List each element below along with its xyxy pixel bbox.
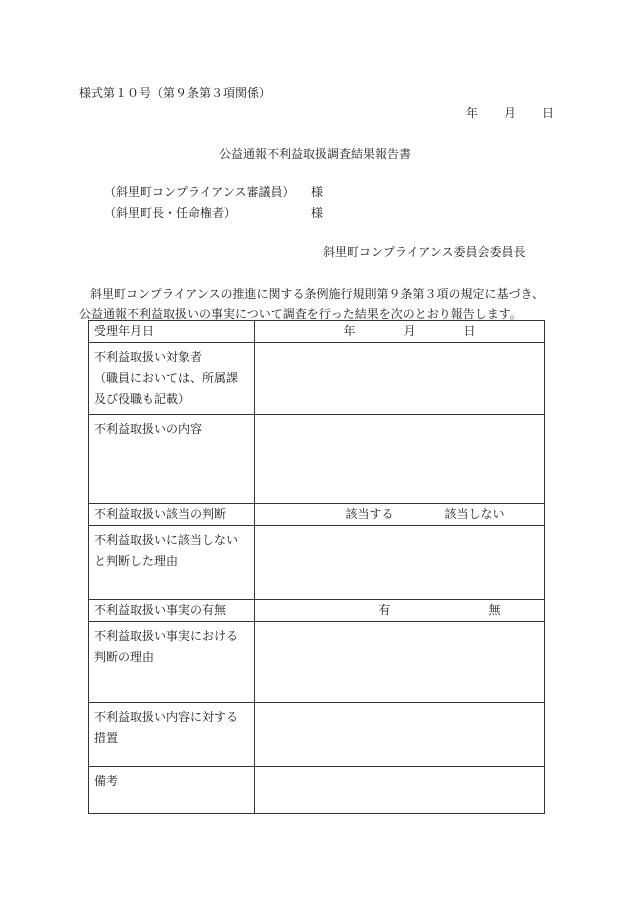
judgement-option-no[interactable]: 該当しない (444, 507, 505, 521)
remarks-value[interactable] (255, 767, 545, 814)
measures-label (89, 703, 255, 767)
table-row-not-applicable-reason (89, 526, 545, 600)
received-date-label: 受理年月日 (89, 321, 255, 343)
body-text-line-2: 公益通報不利益取扱いの事実について調査を行った結果を次のとおり報告します。 (79, 307, 522, 321)
fact-reason-value[interactable] (255, 622, 545, 703)
received-date-value[interactable] (255, 321, 545, 343)
judgement-options (255, 504, 545, 526)
not-applicable-reason-label-line-1: 不利益取扱いに該当しない (94, 533, 239, 547)
body-text-line-1: 斜里町コンプライアンスの推進に関する条例施行規則第９条第３項の規定に基づき、 (90, 287, 544, 301)
addressee-honorific-1: 様 (311, 185, 324, 199)
document-title: 公益通報不利益取扱調査結果報告書 (218, 147, 411, 161)
addressee-honorific-2: 様 (311, 206, 324, 220)
measures-value[interactable] (255, 703, 545, 767)
table-row-fact-reason (89, 622, 545, 703)
form-reference: 様式第１０号（第９条第３項関係） (79, 86, 272, 100)
report-date (466, 107, 554, 119)
target-label-line-2: （職員においては、所属課 (94, 371, 239, 385)
fact-reason-label (89, 622, 255, 703)
fact-reason-label-line-1: 不利益取扱い事実における (94, 629, 239, 643)
fact-options (255, 600, 545, 622)
content-value[interactable] (255, 415, 545, 504)
addressee-name-2: （斜里町長・任命権者） (104, 206, 237, 220)
content-label: 不利益取扱いの内容 (89, 415, 255, 504)
table-row-judgement (89, 504, 545, 526)
fact-reason-label-line-2: 判断の理由 (94, 650, 155, 664)
report-table (88, 320, 545, 814)
table-row-fact (89, 600, 545, 622)
target-label-line-3: 及び役職も記載） (94, 392, 191, 406)
fact-label: 不利益取扱い事実の有無 (89, 600, 255, 622)
measures-label-line-1: 不利益取扱い内容に対する (94, 710, 239, 724)
received-month: 月 (403, 324, 416, 338)
not-applicable-reason-label (89, 526, 255, 600)
sender: 斜里町コンプライアンス委員会委員長 (323, 245, 526, 259)
fact-option-no[interactable]: 無 (488, 603, 501, 617)
target-value[interactable] (255, 343, 545, 415)
table-row-target (89, 343, 545, 415)
date-day: 日 (542, 106, 555, 120)
judgement-label: 不利益取扱い該当の判断 (89, 504, 255, 526)
target-label (89, 343, 255, 415)
measures-label-line-2: 措置 (94, 731, 119, 745)
received-day: 日 (463, 324, 476, 338)
addressee-name-1: （斜里町コンプライアンス審議員） (104, 185, 295, 199)
table-row-remarks (89, 767, 545, 814)
judgement-option-yes[interactable]: 該当する (345, 507, 394, 521)
target-label-line-1: 不利益取扱い対象者 (94, 350, 203, 364)
not-applicable-reason-label-line-2: と判断した理由 (94, 554, 179, 568)
date-month: 月 (504, 106, 517, 120)
table-row-received-date (89, 321, 545, 343)
not-applicable-reason-value[interactable] (255, 526, 545, 600)
received-year: 年 (343, 324, 356, 338)
remarks-label: 備考 (89, 767, 255, 814)
fact-option-yes[interactable]: 有 (378, 603, 391, 617)
table-row-measures (89, 703, 545, 767)
date-year: 年 (466, 106, 479, 120)
table-row-content (89, 415, 545, 504)
